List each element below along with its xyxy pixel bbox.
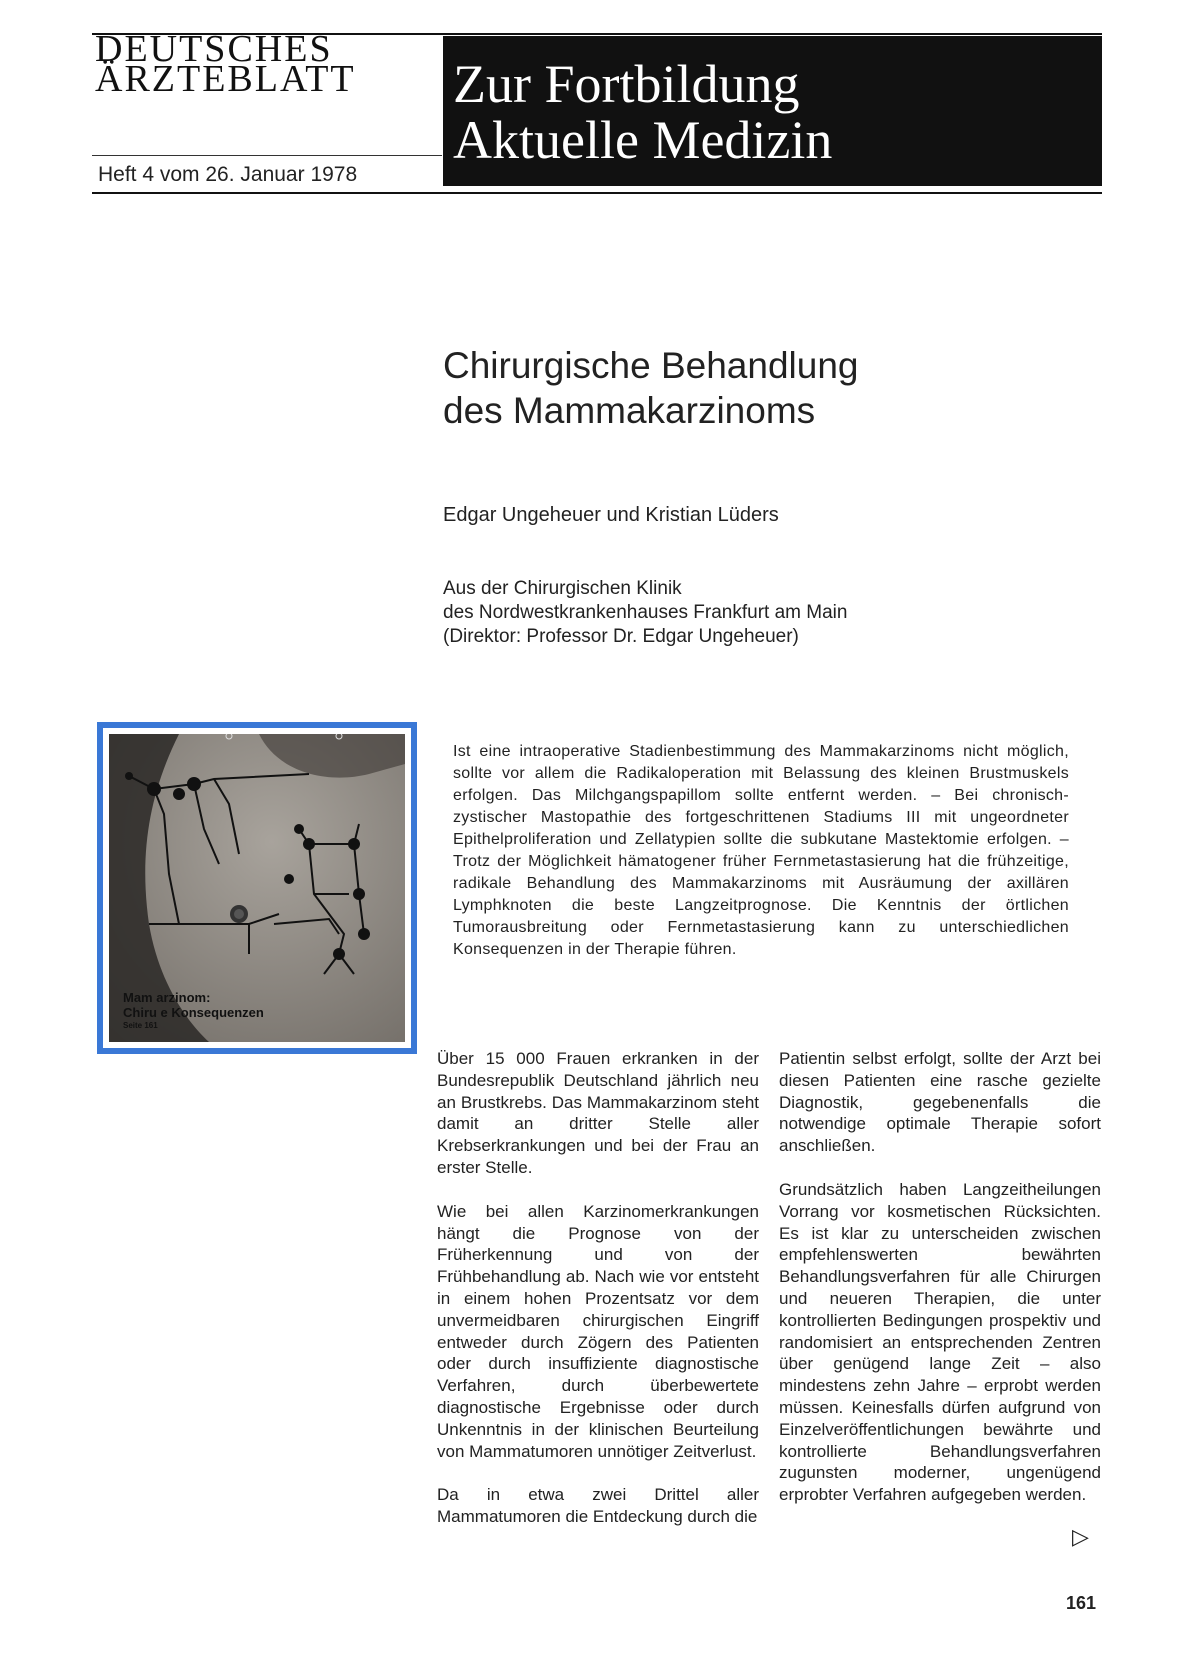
page-number: 161 [1066,1593,1097,1613]
affiliation [443,577,847,649]
figure-lymph-node-diagram [97,722,417,1054]
body-column-1 [437,1048,759,1550]
body-column-2 [779,1048,1101,1528]
figure-caption-line2: Chiru e Konsequenzen [123,1005,264,1020]
issue-line: Heft 4 vom 26. Januar 1978 [98,163,358,186]
affiliation-line2: des Nordwestkrankenhauses Frankfurt am Main [443,602,848,623]
masthead-line1: DEUTSCHES [95,28,333,70]
paragraph: Grundsätzlich haben Langzeitheilungen Vorrang vor kosmetischen Rücksichten. Es ist klar zu unterscheiden zwischen empfehlenswerten bewährten Behandlungsverfahren für alle Chirurgen und neueren Therapien, die unter kontrollierten Bedingungen prospektiv und randomisiert an entsprechenden Zentren über genügend lange Zeit – also mindestens zehn Jahre – erprobt werden müssen. Keinesfalls dürfen aufgrund von Einzelveröffentlichungen bewährte und kontrollierte Behandlungsverfahren zugunsten moderner, ungenügend erprobter Verfahren aufgegeben werden. [779,1179,1101,1505]
paragraph: Da in etwa zwei Drittel aller Mammatumoren die Entdeckung durch die [437,1485,759,1527]
article-abstract: Ist eine intraoperative Stadienbestimmung des Mammakarzinoms nicht möglich, sollte vor allem die Radikaloperation mit Belassung des kleinen Brustmuskels erfolgen. Das Milchgangspapillom sollte entfernt werden. – Bei chronisch-zystischer Mastopathie des fortgeschrittenen Stadiums III mit ungeordneter Epithelproliferation und Zellatypien sollte die subkutane Mastektomie erfolgen. – Trotz der Möglichkeit hämatogener früher Fernmetastasierung hat die frühzeitige, radikale Behandlung des Mammakarzinoms mit Ausräumung der axillären Lymphknoten die beste Langzeitprognose. Die Kenntnis der örtlichen Tumorausbreitung oder Fernmetastasierung kann zu unterschiedlichen Konsequenzen in der Therapie führen. [453,743,1069,958]
article-title [443,343,859,433]
figure-caption-page: Seite 161 [123,1021,158,1030]
masthead-rule [92,155,442,156]
figure-caption-line1: Mam arzinom: [123,990,211,1005]
continue-arrow-icon: ▷ [1072,1524,1089,1549]
banner-line2: Aktuelle Medizin [453,110,833,170]
paragraph: Über 15 000 Frauen erkranken in der Bundesrepublik Deutschland jährlich neu an Brustkrebs. Das Mammakarzinom steht damit an dritter Stelle aller Krebserkrankungen und bei der Frau an erster Stelle. [437,1049,759,1177]
affiliation-line3: (Direktor: Professor Dr. Edgar Ungeheuer) [443,626,799,647]
article-authors: Edgar Ungeheuer und Kristian Lüders [443,504,779,526]
journal-masthead [95,28,435,100]
banner-line1: Zur Fortbildung [453,54,800,114]
paragraph: Wie bei allen Karzinomerkrankungen hängt die Prognose von der Früherkennung und von der Frühbehandlung ab. Nach wie vor entsteht in einem hohen Prozentsatz vor dem unvermeidbaren chirurgischen Eingriff entweder durch Zögern des Patienten oder durch insuffiziente diagnostische Verfahren, durch überbewertete diagnostische Ergebnisse oder durch Unkenntnis in der klinischen Beurteilung von Mammatumoren unnötiger Zeitverlust. [437,1201,759,1461]
title-line2: des Mammakarzinoms [443,390,816,431]
header-rule-bottom [92,192,1102,194]
affiliation-line1: Aus der Chirurgischen Klinik [443,578,682,599]
masthead-line2: ÄRZTEBLATT [95,58,356,100]
title-line1: Chirurgische Behandlung [443,345,859,386]
figure-caption [123,990,264,1032]
section-banner [443,36,1102,186]
paragraph: Patientin selbst erfolgt, sollte der Arzt bei diesen Patienten eine rasche gezielte Diagnostik, gegebenenfalls die notwendige optimale Therapie sofort anschließen. [779,1049,1101,1156]
